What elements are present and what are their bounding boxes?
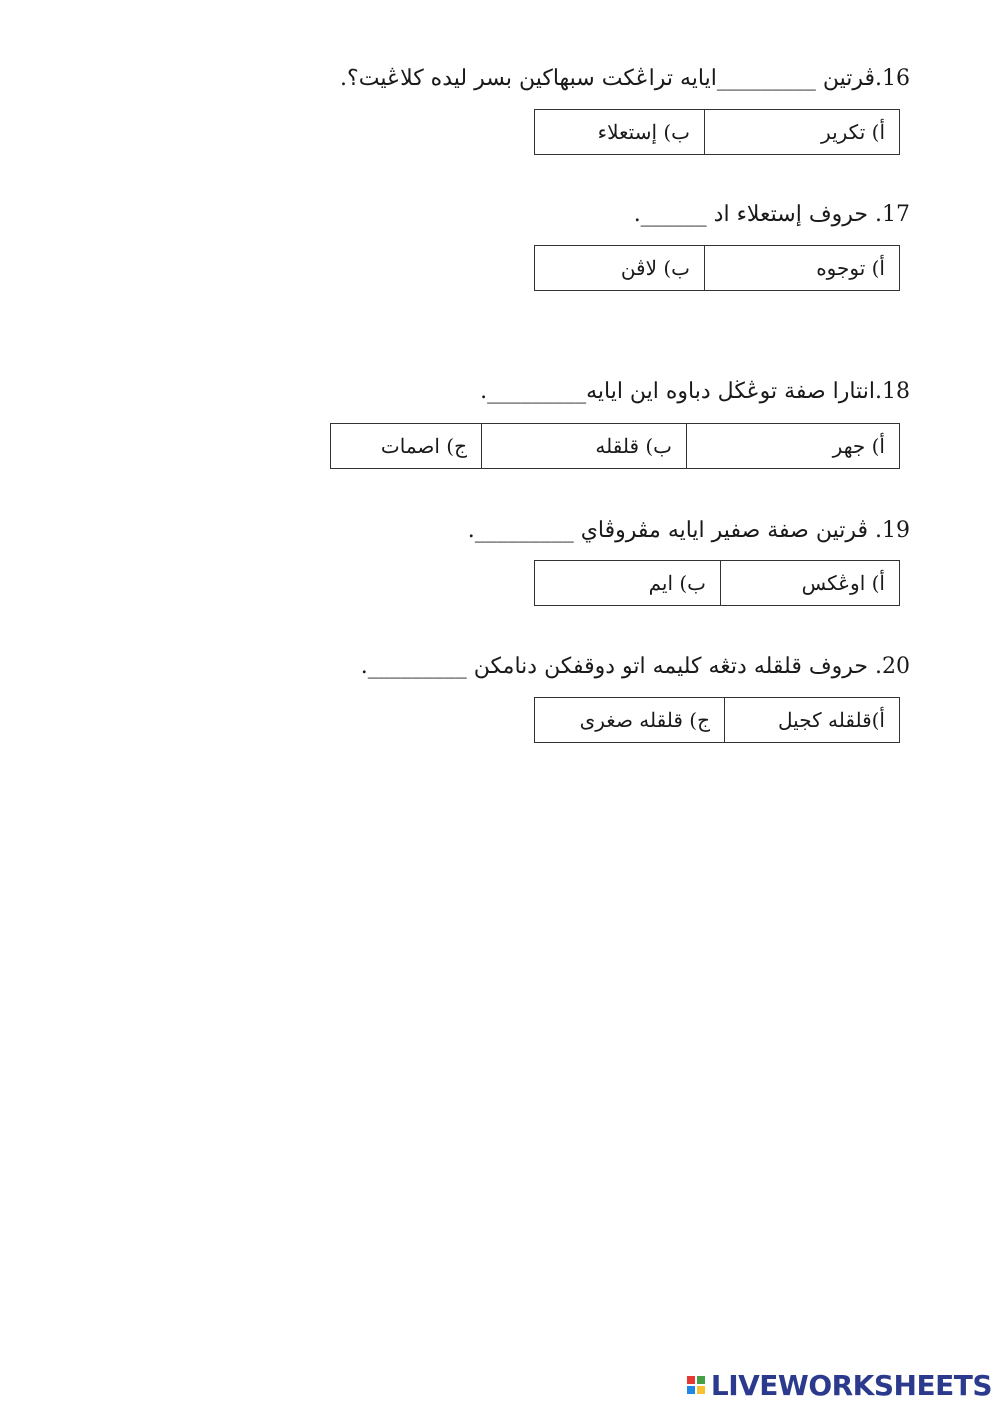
question-18-options [330,423,900,469]
option-b[interactable]: ب) لاڤن [535,246,705,291]
option-c[interactable]: ج) قلقله صغرى [535,698,725,743]
question-17-options [534,245,900,291]
question-19-text: 19. ڤرتين صفة صفير ايايه مڤروڤاي _________. [467,518,910,543]
option-a[interactable]: أ)قلقله كجيل [725,698,900,743]
option-a[interactable]: أ) جهر [687,424,900,469]
question-16-options [534,109,900,155]
question-18-text: 18.انتارا صفة توڠڬل دباوه اين ايايه_________. [480,379,910,404]
question-16-text: 16.ڤرتين _________ايايه تراڠكت سبهاكين بسر ليده كلاڠيت؟. [340,66,910,91]
logo-squares-icon [687,1376,705,1394]
option-b[interactable]: ب) ايم [535,561,721,606]
question-20-text: 20. حروف قلقله دتڠه كليمه اتو دوقفكن دنامكن _________. [360,654,910,679]
option-a[interactable]: أ) اوڠكس [721,561,900,606]
option-c[interactable]: ج) اصمات [331,424,482,469]
option-a[interactable]: أ) توجوه [705,246,900,291]
liveworksheets-logo [687,1365,992,1405]
option-b[interactable]: ب) إستعلاء [535,110,705,155]
question-19-options [534,560,900,606]
question-20-options [534,697,900,743]
option-a[interactable]: أ) تكرير [705,110,900,155]
logo-text: LIVEWORKSHEETS [710,1368,992,1402]
question-17-text: 17. حروف إستعلاء اد ______. [633,202,910,227]
option-b[interactable]: ب) قلقله [482,424,687,469]
